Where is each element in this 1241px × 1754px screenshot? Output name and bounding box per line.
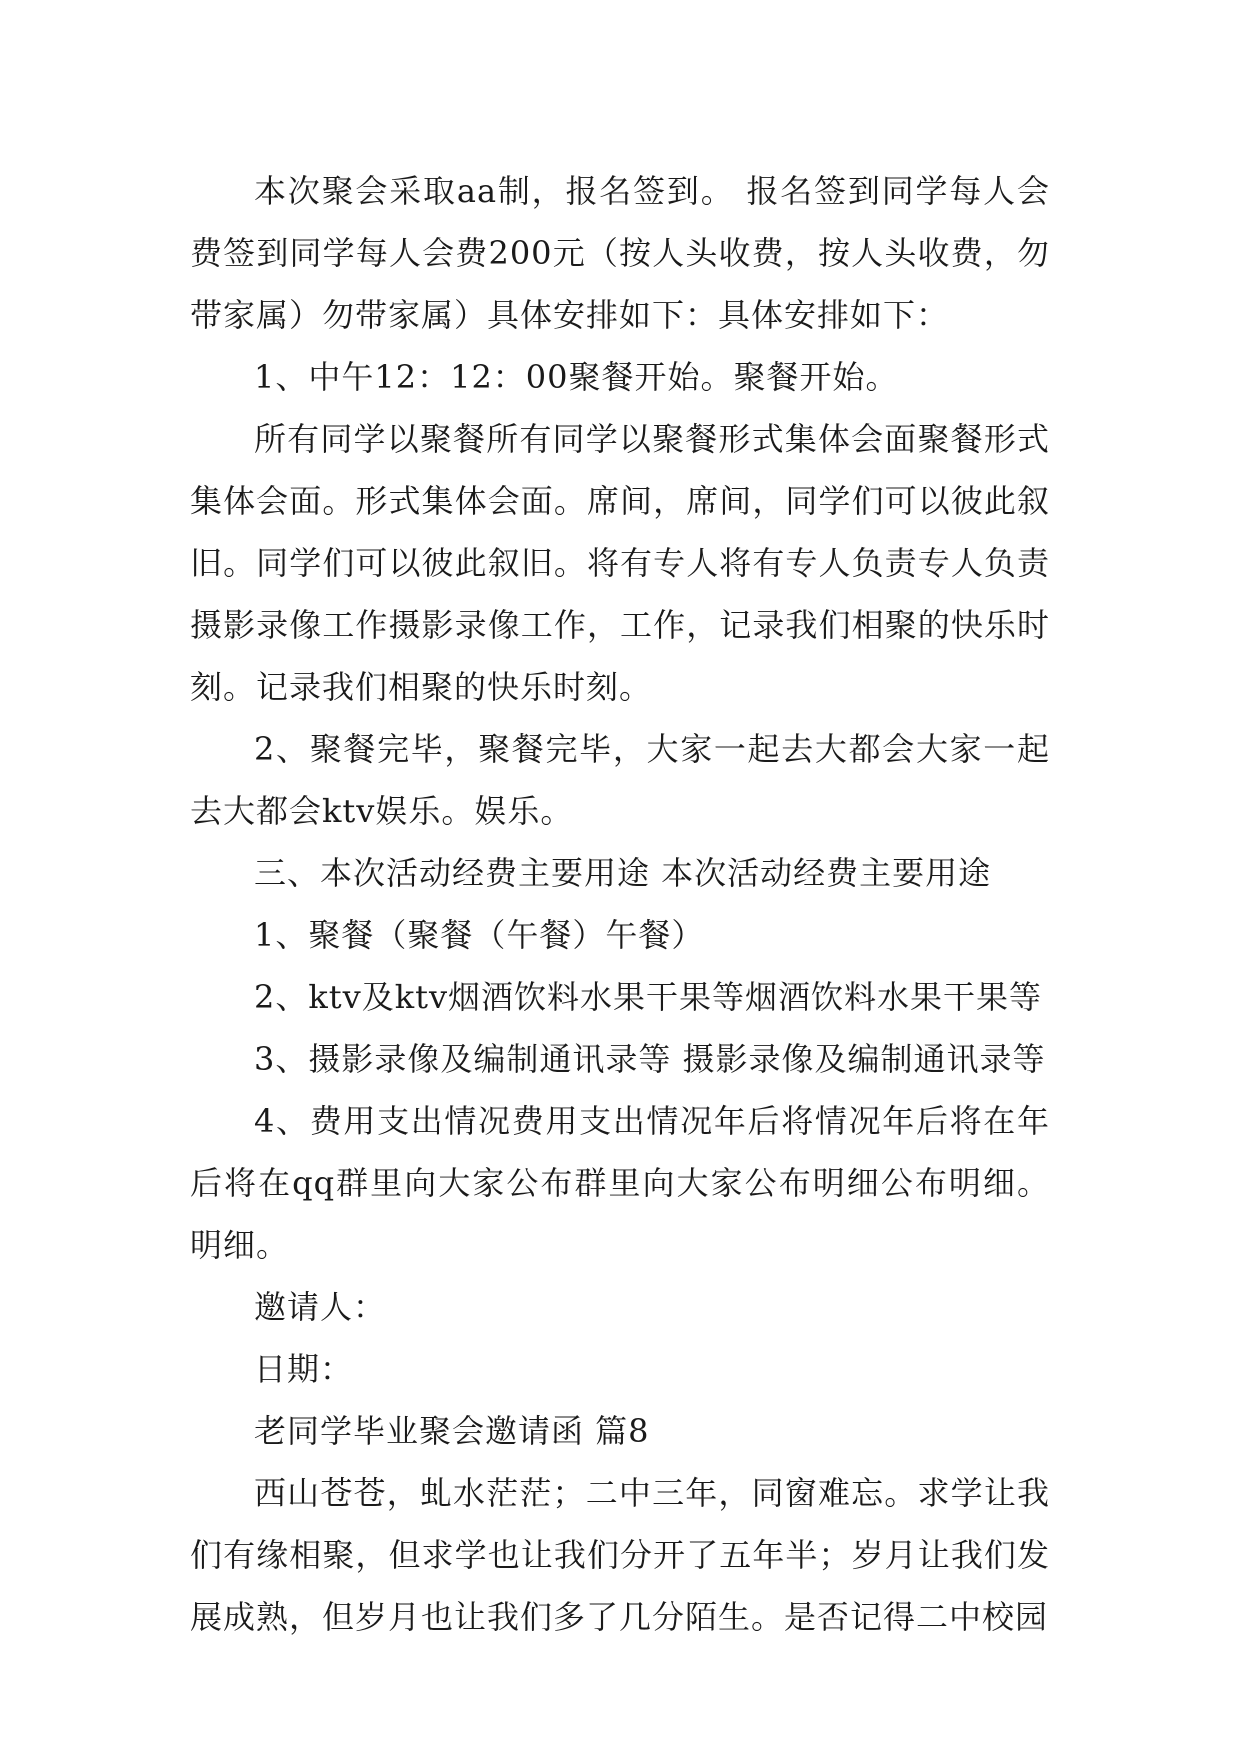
document-body — [190, 160, 1050, 1648]
paragraph-gathering: 所有同学以聚餐所有同学以聚餐形式集体会面聚餐形式集体会面。形式集体会面。席间，席间，同学们可以彼此叙旧。同学们可以彼此叙旧。将有专人将有专人负责专人负责摄影录像工作摄影录像工作，工作，记录我们相聚的快乐时刻。记录我们相聚的快乐时刻。 — [190, 420, 1050, 706]
inviter-label: 邀请人： — [254, 1288, 387, 1326]
article-title: 老同学毕业聚会邀请函 篇8 — [254, 1412, 650, 1450]
expense-item-2: 2、ktv及ktv烟酒饮料水果干果等烟酒饮料水果干果等 — [254, 978, 1043, 1016]
section-heading-expenses: 三、本次活动经费主要用途 本次活动经费主要用途 — [254, 854, 992, 892]
paragraph-invitation-intro: 西山苍苍，虬水茫茫；二中三年，同窗难忘。求学让我们有缘相聚，但求学也让我们分开了五年半；岁月让我们发展成熟，但岁月也让我们多了几分陌生。是否记得二中校园 — [190, 1474, 1050, 1636]
paragraph-item-2-ktv: 2、聚餐完毕，聚餐完毕，大家一起去大都会大家一起去大都会ktv娱乐。娱乐。 — [190, 730, 1050, 830]
expense-item-1: 1、聚餐（聚餐（午餐）午餐） — [254, 916, 705, 954]
paragraph-item-1-lunch: 1、中午12：12：00聚餐开始。聚餐开始。 — [254, 358, 899, 396]
expense-item-4: 4、费用支出情况费用支出情况年后将情况年后将在年后将在qq群里向大家公布群里向大家公布明细公布明细。明细。 — [190, 1102, 1050, 1264]
expense-item-3: 3、摄影录像及编制通讯录等 摄影录像及编制通讯录等 — [254, 1040, 1046, 1078]
date-label: 日期： — [254, 1350, 354, 1388]
paragraph-registration: 本次聚会采取aa制，报名签到。 报名签到同学每人会费签到同学每人会费200元（按人头收费，按人头收费，勿带家属）勿带家属）具体安排如下：具体安排如下： — [190, 172, 1050, 334]
